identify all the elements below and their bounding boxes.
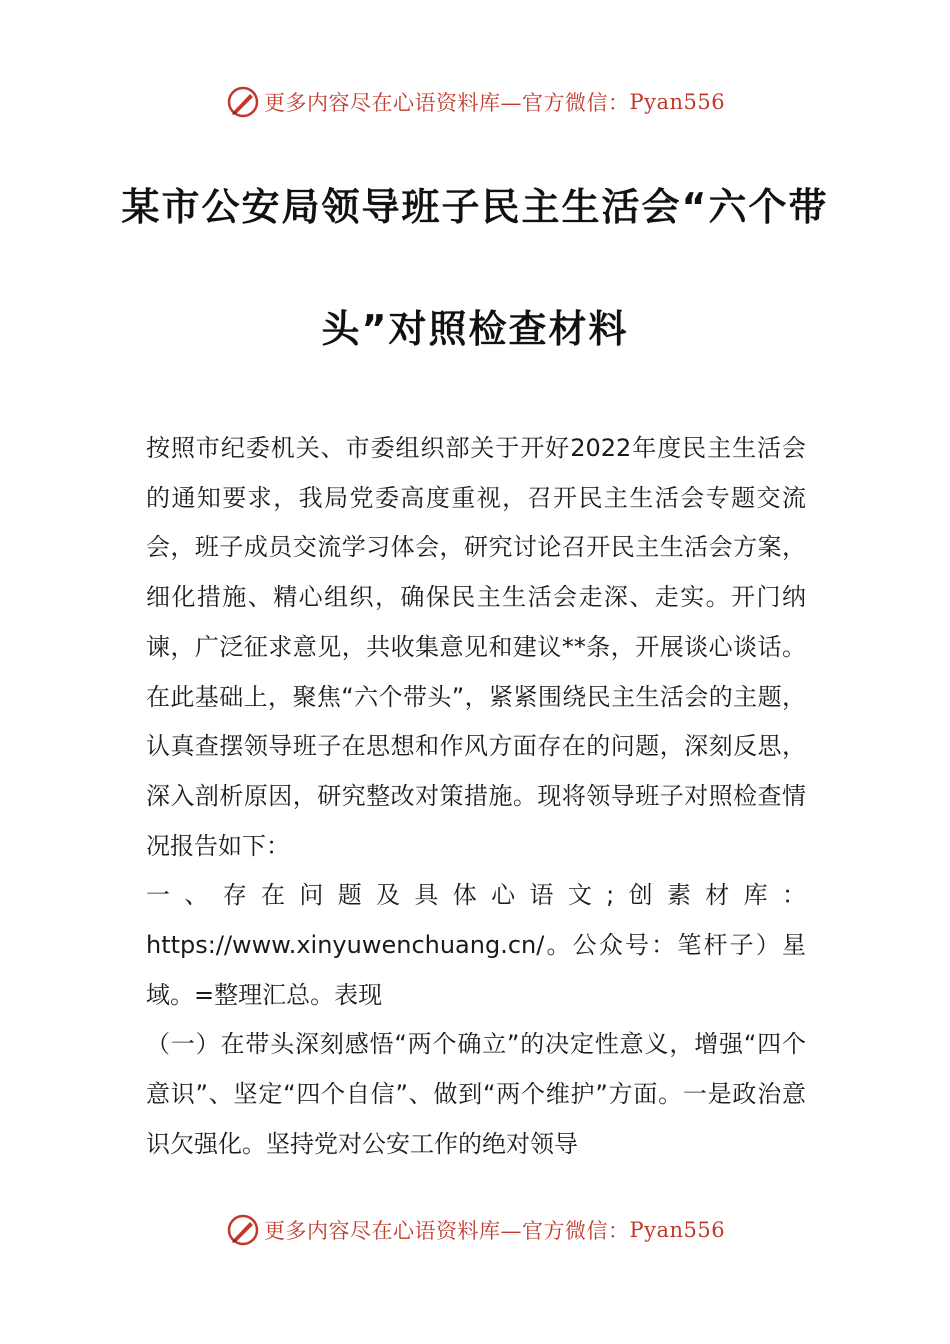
watermark-banner-bottom <box>226 1210 746 1250</box>
banner-text: 更多内容尽在心语资料库—官方微信： <box>264 91 630 115</box>
banner-wechat-id: Pyan556 <box>629 90 726 114</box>
paragraph-subsection-1: （一）在带头深刻感悟“两个确立”的决定性意义，增强“四个意识”、坚定“四个自信”、做到“两个维护”方面。一是政治意识欠强化。坚持党对公安工作的绝对领导 <box>146 1030 806 1158</box>
pen-logo-icon <box>226 85 260 119</box>
document-body <box>146 424 806 1170</box>
banner-text: 更多内容尽在心语资料库—官方微信： <box>264 1219 630 1243</box>
paragraph-intro: 按照市纪委机关、市委组织部关于开好2022年度民主生活会的通知要求，我局党委高度重视，召开民主生活会专题交流会，班子成员交流学习体会，研究讨论召开民主生活会方案，细化措施、精心组织，确保民主生活会走深、走实。开门纳谏，广泛征求意见，共收集意见和建议**条，开展谈心谈话。在此基础上，聚焦“六个带头”，紧紧围绕民主生活会的主题，认真查摆领导班子在思想和作风方面存在的问题，深刻反思，深入剖析原因，研究整改对策措施。现将领导班子对照检查情况报告如下： <box>146 434 806 860</box>
banner-wechat-id: Pyan556 <box>629 1218 726 1242</box>
document-title-line-1: 某市公安局领导班子民主生活会“六个带 <box>121 185 829 229</box>
paragraph-section-heading: 一、存在问题及具体心语文;创素材库：https://www.xinyuwenchuang.cn/。公众号：笔杆子）星域。=整理汇总。表现 <box>146 881 806 1009</box>
document-title-line-2: 头”对照检查材料 <box>321 307 629 351</box>
pen-logo-icon <box>226 1213 260 1247</box>
watermark-banner-top <box>226 82 746 122</box>
